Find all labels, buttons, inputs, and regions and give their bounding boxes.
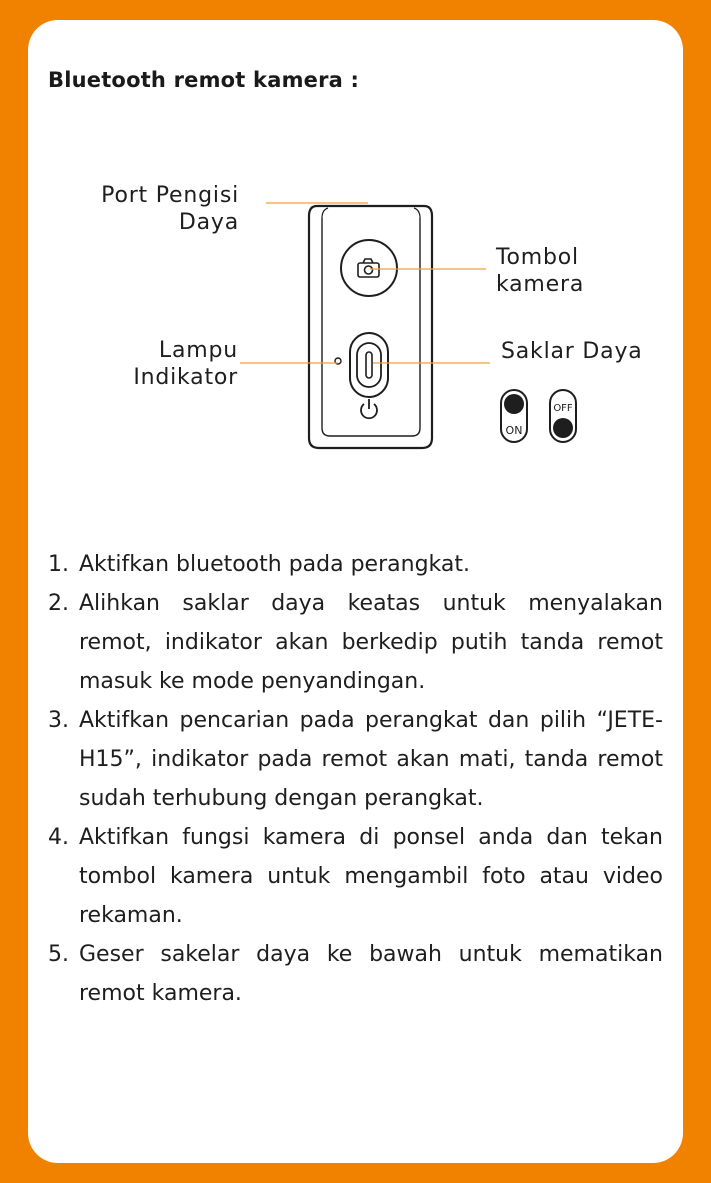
label-power-switch: Saklar Daya bbox=[501, 339, 643, 364]
switch-off-label: OFF bbox=[553, 403, 573, 414]
list-item: 2. Alihkan saklar daya keatas untuk menyalakan remot, indikator akan berkedip putih tanda remot masuk ke mode penyandingan. bbox=[48, 591, 663, 694]
instruction-list bbox=[48, 545, 663, 1013]
power-switch-diagram bbox=[350, 333, 388, 397]
label-port-charging: Port Pengisi Daya bbox=[101, 183, 239, 235]
remote-diagram bbox=[28, 20, 683, 490]
power-icon bbox=[361, 399, 377, 418]
label-indicator-lamp: Lampu Indikator bbox=[133, 338, 238, 390]
leader-lines bbox=[240, 203, 490, 363]
camera-icon bbox=[358, 259, 379, 277]
switch-off-icon bbox=[550, 390, 576, 442]
switch-on-label: ON bbox=[505, 424, 523, 437]
list-item: 4. Aktifkan fungsi kamera di ponsel anda dan tekan tombol kamera untuk mengambil foto atau video rekaman. bbox=[48, 825, 663, 928]
instruction-card bbox=[28, 20, 683, 1163]
switch-on-icon bbox=[501, 390, 527, 442]
list-item: 1. Aktifkan bluetooth pada perangkat. bbox=[48, 552, 470, 577]
list-item: 3. Aktifkan pencarian pada perangkat dan pilih “JETE-H15”, indikator pada remot akan mati, tanda remot sudah terhubung dengan perangkat. bbox=[48, 708, 663, 811]
camera-button-diagram bbox=[341, 240, 397, 296]
section-heading: Bluetooth remot kamera : bbox=[48, 68, 360, 92]
remote-body bbox=[309, 206, 432, 448]
label-camera-button: Tombol kamera bbox=[496, 245, 585, 297]
list-item: 5. Geser sakelar daya ke bawah untuk mematikan remot kamera. bbox=[48, 942, 663, 1006]
